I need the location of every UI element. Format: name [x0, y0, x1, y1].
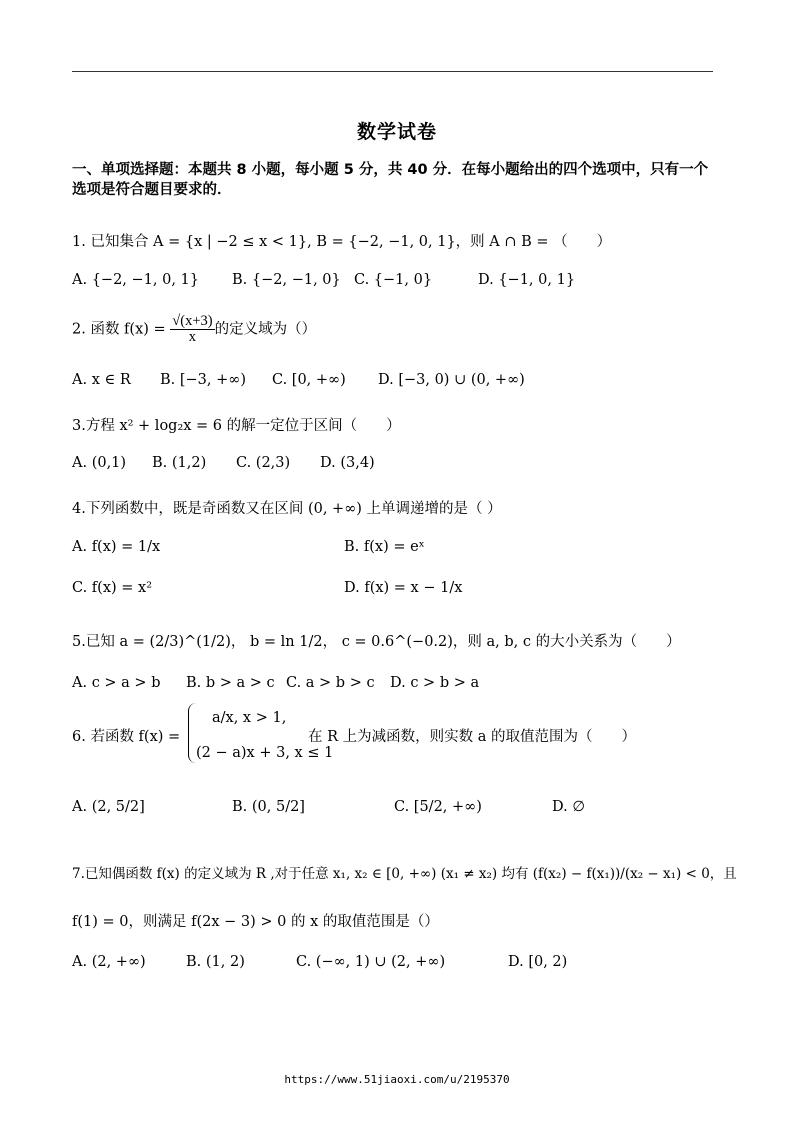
question-5: 5.已知 a = (2/3)^(1/2)， b = ln 1/2， c = 0.6^(−0.2)，则 a, b, c 的大小关系为（ ） [72, 634, 681, 650]
q4-option-d[interactable]: D. f(x) = x − 1/x [344, 580, 463, 596]
q6-case-2: (2 − a)x + 3, x ≤ 1 [196, 745, 334, 761]
q1-option-a[interactable]: A. {−2, −1, 0, 1} [72, 272, 199, 288]
question-1: 1. 已知集合 A = {x | −2 ≤ x < 1}, B = {−2, −1, 0, 1}，则 A ∩ B = （ ） [72, 234, 612, 250]
q7-option-b[interactable]: B. (1, 2) [186, 954, 245, 970]
q2-option-c[interactable]: C. [0, +∞) [272, 372, 346, 388]
q3-option-c[interactable]: C. (2,3) [236, 455, 291, 471]
question-7: 7.已知偶函数 f(x) 的定义域为 R ,对于任意 x₁, x₂ ∈ [0, +∞) (x₁ ≠ x₂) 均有 (f(x₂) − f(x₁))/(x₂ − x₁) < 0，且 [72, 866, 737, 882]
q3-option-d[interactable]: D. (3,4) [320, 455, 375, 471]
q6-case-1: a/x, x > 1, [212, 710, 287, 726]
footer-url[interactable]: https://www.51jiaoxi.com/u/2195370 [284, 1073, 510, 1086]
page-title: 数学试卷 [356, 121, 437, 143]
q4-option-a[interactable]: A. f(x) = 1/x [72, 539, 161, 555]
question-6-lead: 6. 若函数 f(x) = [72, 729, 181, 745]
q2-option-a[interactable]: A. x ∈ R [72, 372, 131, 388]
q2-fraction [170, 314, 214, 345]
q3-option-b[interactable]: B. (1,2) [152, 455, 207, 471]
q1-option-b[interactable]: B. {−2, −1, 0} [232, 272, 341, 288]
q7-option-d[interactable]: D. [0, 2) [508, 954, 568, 970]
q2-denominator: x [188, 329, 197, 345]
q7-option-a[interactable]: A. (2, +∞) [72, 954, 146, 970]
top-rule [72, 71, 713, 72]
q1-option-d[interactable]: D. {−1, 0, 1} [478, 272, 576, 288]
q5-option-c[interactable]: C. a > b > c [286, 675, 375, 691]
q5-option-b[interactable]: B. b > a > c [186, 675, 275, 691]
q2-option-b[interactable]: B. [−3, +∞) [160, 372, 247, 388]
q5-option-d[interactable]: D. c > b > a [390, 675, 480, 691]
q5-option-a[interactable]: A. c > a > b [72, 675, 161, 691]
q2-stem-post: 的定义域为（） [214, 321, 317, 338]
question-6-tail: 在 R 上为减函数，则实数 a 的取值范围为（ ） [308, 729, 636, 745]
q6-option-d[interactable]: D. ∅ [552, 799, 585, 815]
q3-option-a[interactable]: A. (0,1) [72, 455, 127, 471]
q6-option-c[interactable]: C. [5/2, +∞) [394, 799, 482, 815]
question-2 [72, 314, 316, 345]
q4-option-c[interactable]: C. f(x) = x² [72, 580, 153, 596]
q2-stem-pre: 2. 函数 f(x) = [72, 321, 171, 338]
question-4: 4.下列函数中，既是奇函数又在区间 (0, +∞) 上单调递增的是（ ） [72, 501, 502, 517]
q1-option-c[interactable]: C. {−1, 0} [354, 272, 433, 288]
question-7-line-2: f(1) = 0，则满足 f(2x − 3) > 0 的 x 的取值范围是（） [72, 914, 439, 930]
section-heading: 一、单项选择题：本题共 8 小题，每小题 5 分，共 40 分．在每小题给出的四个选项中，只有一个选项是符合题目要求的． [72, 162, 709, 198]
q7-option-c[interactable]: C. (−∞, 1) ∪ (2, +∞) [296, 954, 446, 970]
q6-option-a[interactable]: A. (2, 5/2] [72, 799, 145, 815]
q2-option-d[interactable]: D. [−3, 0) ∪ (0, +∞) [378, 372, 525, 388]
question-3: 3.方程 x² + log₂x = 6 的解一定位于区间（ ） [72, 418, 401, 434]
q6-option-b[interactable]: B. (0, 5/2] [232, 799, 305, 815]
q2-numerator: √(x+3) [172, 313, 213, 329]
q4-option-b[interactable]: B. f(x) = eˣ [344, 539, 425, 555]
